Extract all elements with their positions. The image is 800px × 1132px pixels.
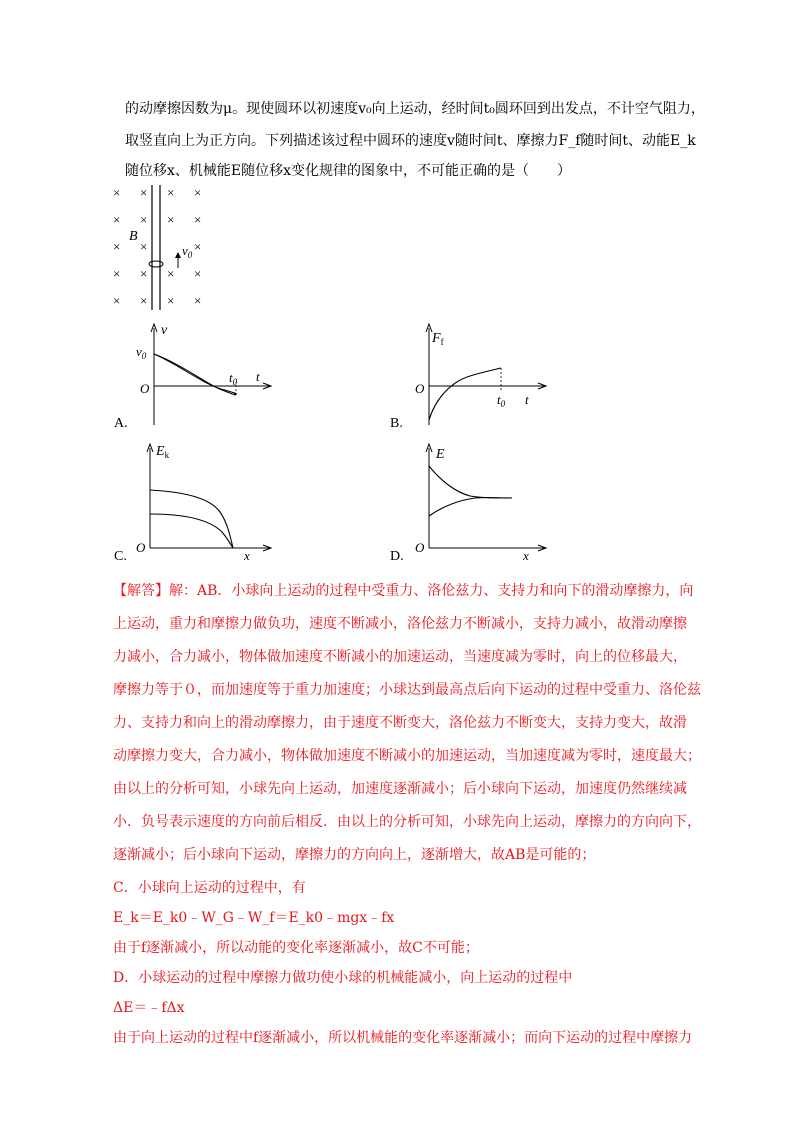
v0-label: $v_0$ bbox=[136, 344, 147, 361]
origin-label: O bbox=[140, 381, 150, 396]
cross: × bbox=[140, 239, 148, 254]
cross: × bbox=[113, 239, 121, 254]
cross: × bbox=[140, 293, 148, 308]
ek-curve-upper bbox=[150, 490, 233, 548]
cross: × bbox=[113, 185, 121, 200]
cross: × bbox=[167, 212, 175, 227]
cross: × bbox=[194, 185, 202, 200]
cross: × bbox=[113, 212, 121, 227]
arrow-head bbox=[175, 252, 181, 258]
energy-curve-upper bbox=[429, 466, 512, 498]
y-axis-label: v bbox=[161, 323, 168, 338]
cross: × bbox=[167, 266, 175, 281]
answer-line-6: 动摩擦力变大，合力减小，物体做加速度不断减小的加速运动，当加速度减为零时，速度最大； bbox=[113, 748, 701, 764]
t0-label: $t_0$ bbox=[497, 392, 506, 409]
ring bbox=[149, 261, 163, 267]
option-c-label: C. bbox=[114, 549, 127, 564]
friction-curve bbox=[429, 368, 501, 420]
energy-curve-lower bbox=[429, 498, 512, 516]
option-d-label: D. bbox=[390, 549, 404, 564]
y-axis-label: E bbox=[436, 447, 445, 462]
x-axis-label: x bbox=[244, 548, 250, 560]
answer-line-8: 小．负号表示速度的方向前后相反．由以上的分析可知，小球先向上运动，摩擦力的方向向下， bbox=[113, 814, 701, 830]
x-axis-label: t bbox=[525, 392, 529, 407]
cross: × bbox=[113, 266, 121, 281]
answer-line-2: 上运动，重力和摩擦力做负功，速度不断减小，洛伦兹力不断减小，支持力减小，故滑动摩擦 bbox=[113, 616, 687, 632]
answer-line-13: D．小球运动的过程中摩擦力做功使小球的机械能减小，向上运动的过程中 bbox=[113, 970, 573, 986]
graph-d bbox=[405, 440, 555, 560]
cross: × bbox=[167, 293, 175, 308]
answer-line-1: 【解答】解：AB．小球向上运动的过程中受重力、洛伦兹力、支持力和向下的滑动摩擦力，向 bbox=[113, 583, 694, 599]
x-axis-label: t bbox=[256, 369, 260, 384]
graph-a bbox=[130, 320, 280, 430]
field-crosses bbox=[113, 185, 201, 308]
answer-line-15: 由于向上运动的过程中f逐渐减小，所以机械能的变化率逐渐减小；而向下运动的过程中摩擦力 bbox=[113, 1030, 693, 1046]
answer-line-5: 力、支持力和向上的滑动摩擦力，由于速度不断变大，洛伦兹力不断变大，支持力变大，故滑 bbox=[113, 715, 687, 731]
answer-line-12: 由于f逐渐减小，所以动能的变化率逐渐减小，故C不可能； bbox=[113, 940, 479, 956]
label-B: B bbox=[129, 229, 138, 244]
question-line-1: 的动摩擦因数为μ。现使圆环以初速度v₀向上运动，经时间t₀圆环回到出发点，不计空气阻力， bbox=[125, 101, 705, 117]
question-line-3: 随位移x、机械能E随位移x变化规律的图象中，不可能正确的是（ ） bbox=[125, 163, 572, 179]
graph-c bbox=[130, 440, 280, 560]
x-axis-label: x bbox=[523, 548, 529, 560]
cross: × bbox=[194, 212, 202, 227]
answer-line-3: 力减小，合力减小，物体做加速度不断减小的加速运动，当速度减为零时，向上的位移最大， bbox=[113, 649, 687, 665]
answer-line-14: ΔE＝﹣fΔx bbox=[113, 1000, 185, 1016]
origin-label: O bbox=[415, 381, 425, 396]
cross: × bbox=[167, 185, 175, 200]
ek-curve-lower bbox=[150, 514, 233, 548]
answer-tag: 【解答】 bbox=[113, 583, 169, 599]
label-v0: $v_0$ bbox=[182, 243, 193, 260]
origin-label: O bbox=[415, 540, 425, 555]
answer-line-4: 摩擦力等于０，而加速度等于重力加速度；小球达到最高点后向下运动的过程中受重力、洛伦兹 bbox=[113, 682, 701, 698]
answer-line-7: 由以上的分析可知，小球先向上运动，加速度逐渐减小；后小球向下运动，加速度仍然继续减 bbox=[113, 781, 687, 797]
y-axis-label: $E_k$ bbox=[156, 444, 170, 460]
t0-label: $t_0$ bbox=[229, 370, 238, 387]
y-axis-label: $F_f$ bbox=[432, 331, 444, 347]
answer-line-11: E_k＝E_k0﹣W_G﹣W_f＝E_k0﹣mgx﹣fx bbox=[113, 910, 395, 926]
cross: × bbox=[140, 185, 148, 200]
cross: × bbox=[113, 293, 121, 308]
cross: × bbox=[194, 266, 202, 281]
option-a-label: A. bbox=[114, 416, 128, 431]
cross: × bbox=[140, 266, 148, 281]
cross: × bbox=[194, 293, 202, 308]
graph-b bbox=[405, 320, 555, 430]
origin-label: O bbox=[136, 540, 146, 555]
cross: × bbox=[194, 239, 202, 254]
answer-line-10: C．小球向上运动的过程中，有 bbox=[113, 880, 306, 896]
cross: × bbox=[140, 212, 148, 227]
question-line-2: 取竖直向上为正方向。下列描述该过程中圆环的速度v随时间t、摩擦力F_f随时间t、动能E_k bbox=[125, 133, 696, 149]
answer-line-9: 逐渐减小；后小球向下运动，摩擦力的方向向上，逐渐增大，故AB是可能的； bbox=[113, 847, 596, 863]
setup-figure bbox=[105, 180, 225, 315]
option-b-label: B. bbox=[390, 416, 403, 431]
